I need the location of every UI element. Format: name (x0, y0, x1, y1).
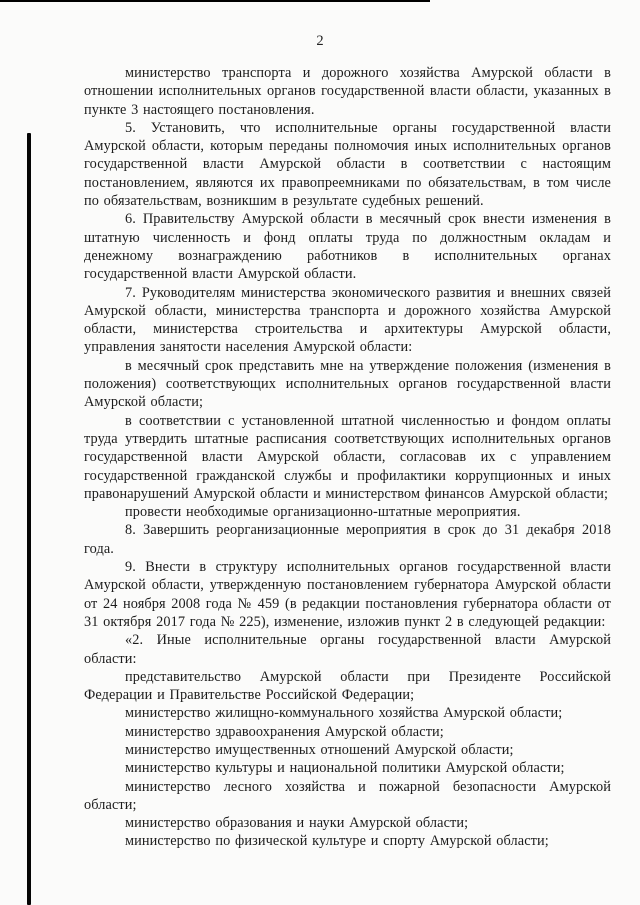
paragraph: 7. Руководителям министерства экономического развития и внешних связей Амурской области, министерства транспорта и дорожного хозяйства Амурской области, министерства строительства и архитектуры Амурской области, управления занятости населения Амурской области: (84, 284, 611, 356)
paragraph: министерство имущественных отношений Амурской области; (125, 741, 514, 758)
page-number: 2 (316, 33, 324, 49)
paragraph: 8. Завершить реорганизационные мероприятия в срок до 31 декабря 2018 года. (84, 522, 611, 557)
paragraph: министерство лесного хозяйства и пожарной безопасности Амурской области; (84, 778, 611, 813)
paragraph: министерство культуры и национальной политики Амурской области; (125, 760, 565, 777)
paragraph: провести необходимые организационно-штатные мероприятия. (125, 504, 521, 521)
paragraph: в месячный срок представить мне на утверждение положения (изменения в положения) соответствующих исполнительных органов государственной власти Амурской области; (84, 357, 611, 411)
paragraph: «2. Иные исполнительные органы государственной власти Амурской области: (84, 632, 611, 667)
scan-artifact-left-edge (27, 133, 31, 905)
paragraph: 9. Внести в структуру исполнительных органов государственной власти Амурской области, утвержденную постановлением губернатора Амурской области от 24 ноября 2008 года № 459 (в редакции постановления губернатора области от 31 октября 2017 года № 225), изменение, изложив пункт 2 в следующей редакции: (84, 559, 611, 630)
paragraph: министерство образования и науки Амурской области; (125, 815, 469, 832)
paragraph: представительство Амурской области при Президенте Российской Федерации и Правительстве Российской Федерации; (84, 668, 611, 704)
paragraph: министерство жилищно-коммунального хозяйства Амурской области; (125, 705, 563, 722)
paragraph: в соответствии с установленной штатной численностью и фондом оплаты труда утвердить штатные расписания соответствующих исполнительных органов государственной власти Амурской области, согласовав их с управлением государственной гражданской службы и профилактики коррупционных и иных правонарушений Амурской области и министерством финансов Амурской области; (84, 412, 611, 502)
paragraph: министерство транспорта и дорожного хозяйства Амурской области в отношении исполнительных органов государственной власти области, указанных в пункте 3 настоящего постановления. (84, 65, 611, 118)
document-body (84, 64, 611, 851)
paragraph: министерство по физической культуре и спорту Амурской области; (125, 833, 549, 850)
paragraph: министерство здравоохранения Амурской области; (125, 723, 444, 740)
paragraph: 6. Правительству Амурской области в месячный срок внести изменения в штатную численность и фонд оплаты труда по должностным окладам и денежному вознаграждению работников в исполнительных органах государственной власти Амурской области. (84, 211, 611, 283)
scan-artifact-top-edge (0, 0, 430, 2)
paragraph: 5. Установить, что исполнительные органы государственной власти Амурской области, которым переданы полномочия иных исполнительных органов государственной власти Амурской области в соответствии с настоящим постановлением, являются их правопреемниками по обязательствам, в том числе по обязательствам, возникшим в результате судебных решений. (84, 119, 611, 210)
